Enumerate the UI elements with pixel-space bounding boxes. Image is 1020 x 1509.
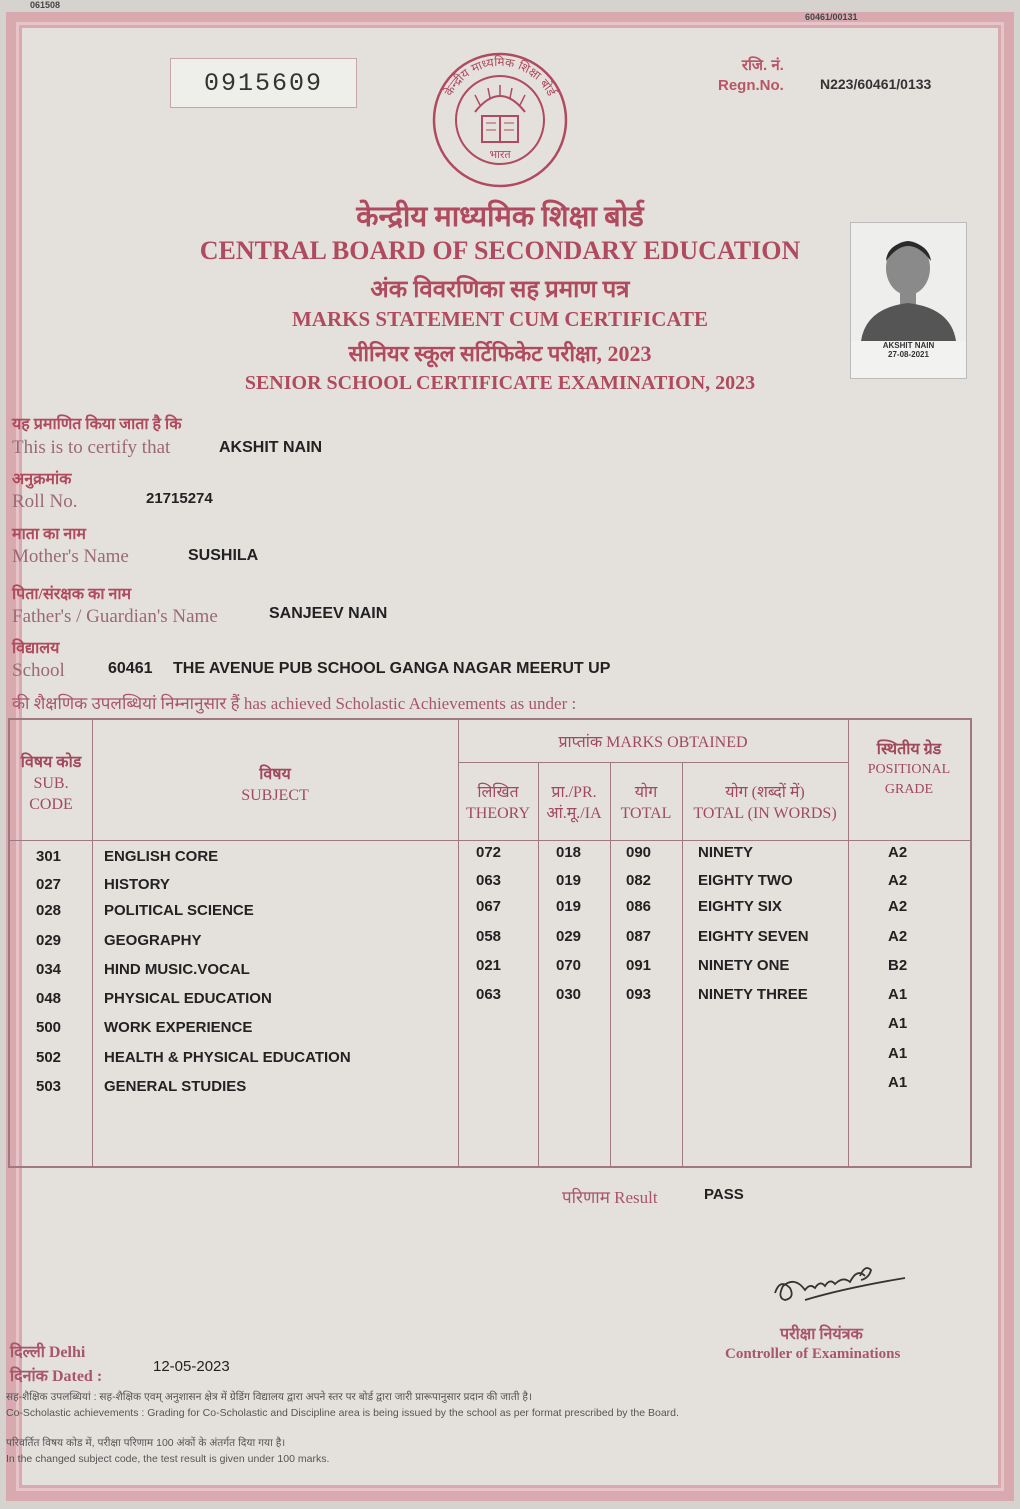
- header-theory-hi: लिखित: [477, 784, 519, 801]
- exam-title-hindi: सीनियर स्कूल सर्टिफिकेट परीक्षा, 2023: [348, 341, 652, 366]
- student-photo: [850, 222, 967, 379]
- header-subject: [92, 764, 458, 806]
- serial-top-left: 061508: [30, 0, 61, 10]
- cell-theory: 021: [476, 957, 502, 974]
- cell-grade: A1: [888, 1045, 908, 1062]
- cell-theory: 072: [476, 844, 502, 861]
- roll-number: 21715274: [146, 490, 213, 507]
- photo-caption-name: AKSHIT NAIN: [882, 341, 935, 350]
- header-pr-hi: प्रा./PR.: [551, 784, 597, 801]
- cell-code: 027: [36, 876, 62, 893]
- cell-words: EIGHTY SIX: [698, 898, 782, 915]
- mother-label-en: Mother's Name: [12, 546, 129, 567]
- cell-grade: A2: [888, 898, 908, 915]
- cell-code: 301: [36, 848, 62, 865]
- cell-words: EIGHTY TWO: [698, 872, 793, 889]
- cell-subject: WORK EXPERIENCE: [104, 1019, 253, 1036]
- cell-total: 087: [626, 928, 652, 945]
- cell-pr: 018: [556, 844, 582, 861]
- footnote-2-hi: परिवर्तित विषय कोड में, परीक्षा परिणाम 100 अंकों के अंतर्गत दिया गया है।: [6, 1437, 286, 1449]
- cell-total: 086: [626, 898, 652, 915]
- father-name: SANJEEV NAIN: [269, 605, 388, 622]
- result-label: परिणाम Result: [562, 1188, 658, 1207]
- certificate-number: 0915609: [170, 58, 357, 108]
- header-total-hi: योग: [634, 784, 658, 801]
- seal-bottom-text: भारत: [489, 148, 511, 161]
- cell-subject: HIND MUSIC.VOCAL: [104, 961, 250, 978]
- cell-grade: A1: [888, 1015, 908, 1032]
- row-divider: [458, 762, 848, 763]
- header-code-hi: विषय कोड: [20, 754, 82, 771]
- roll-label-hi: अनुक्रमांक: [12, 471, 72, 488]
- header-subject-hi: विषय: [259, 766, 291, 783]
- header-grade-en1: POSITIONAL: [867, 762, 951, 777]
- header-divider: [10, 840, 970, 841]
- footnote-1-en: Co-Scholastic achievements : Grading for Co-Scholastic and Discipline area is being issued by the school as per format prescribed by the Board.: [6, 1407, 679, 1419]
- student-name: AKSHIT NAIN: [219, 439, 323, 456]
- photo-caption-date: 27-08-2021: [888, 350, 929, 359]
- cell-subject: PHYSICAL EDUCATION: [104, 990, 272, 1007]
- header-marks-obtained: प्राप्तांक MARKS OBTAINED: [558, 734, 748, 751]
- photo-caption: [851, 341, 966, 359]
- cell-code: 029: [36, 932, 62, 949]
- controller-signature-icon: [765, 1258, 915, 1318]
- cell-theory: 067: [476, 898, 502, 915]
- cell-subject: HEALTH & PHYSICAL EDUCATION: [104, 1049, 351, 1066]
- cell-code: 502: [36, 1049, 62, 1066]
- exam-title-english: SENIOR SCHOOL CERTIFICATE EXAMINATION, 2023: [244, 372, 756, 394]
- cell-subject: POLITICAL SCIENCE: [104, 902, 254, 919]
- cell-code: 048: [36, 990, 62, 1007]
- cell-pr: 030: [556, 986, 582, 1003]
- header-subject-en: SUBJECT: [241, 787, 309, 804]
- footnote-1-hi: सह-शैक्षिक उपलब्धियां : सह-शैक्षिक एवम् अनुशासन क्षेत्र में ग्रेडिंग विद्यालय द्वारा अपने स्तर पर बोर्ड द्वारा जारी प्रारूपानुसार प्रदान की जाती है।: [6, 1391, 532, 1403]
- header-code-en1: SUB.: [33, 775, 69, 792]
- doc-title-hindi: अंक विवरणिका सह प्रमाण पत्र: [370, 277, 630, 303]
- father-label-hi: पिता/संरक्षक का नाम: [12, 586, 132, 603]
- header-practical: [538, 782, 610, 824]
- header-words-en: TOTAL (IN WORDS): [693, 805, 837, 822]
- header-theory-en: THEORY: [466, 805, 530, 822]
- seal-top-text: केन्द्रीय माध्यमिक शिक्षा बोर्ड: [441, 54, 559, 99]
- cell-words: NINETY THREE: [698, 986, 808, 1003]
- certify-label-hi: यह प्रमाणित किया जाता है कि: [12, 416, 182, 433]
- cell-total: 093: [626, 986, 652, 1003]
- cell-pr: 029: [556, 928, 582, 945]
- footnote-2-en: In the changed subject code, the test result is given under 100 marks.: [6, 1453, 330, 1465]
- cell-total: 082: [626, 872, 652, 889]
- serial-top-right: 60461/00131: [805, 12, 858, 22]
- header-theory: [458, 782, 538, 824]
- doc-title-english: MARKS STATEMENT CUM CERTIFICATE: [291, 307, 708, 331]
- regn-label-hi: रजि. नं.: [741, 57, 784, 74]
- cell-code: 034: [36, 961, 62, 978]
- cell-grade: A1: [888, 1074, 908, 1091]
- achievements-statement: की शैक्षणिक उपलब्धियां निम्नानुसार हैं has achieved Scholastic Achievements as under :: [12, 694, 577, 713]
- cell-code: 503: [36, 1078, 62, 1095]
- board-name-english: CENTRAL BOARD OF SECONDARY EDUCATION: [199, 236, 801, 265]
- cell-subject: ENGLISH CORE: [104, 848, 219, 865]
- cell-subject: GEOGRAPHY: [104, 932, 202, 949]
- cell-pr: 070: [556, 957, 582, 974]
- cell-pr: 019: [556, 898, 582, 915]
- cell-grade: A2: [888, 872, 908, 889]
- marks-table: [8, 718, 972, 1168]
- father-label-en: Father's / Guardian's Name: [12, 606, 218, 627]
- result-value: PASS: [704, 1186, 744, 1203]
- cell-grade: B2: [888, 957, 908, 974]
- cell-grade: A2: [888, 928, 908, 945]
- cell-code: 500: [36, 1019, 62, 1036]
- place-label: दिल्ली Delhi: [10, 1344, 86, 1361]
- header-total-words: [682, 782, 848, 824]
- cell-grade: A2: [888, 844, 908, 861]
- cell-theory: 063: [476, 986, 502, 1003]
- school-label-en: School: [12, 660, 65, 681]
- cell-total: 090: [626, 844, 652, 861]
- regn-label-en: Regn.No.: [718, 77, 784, 94]
- cell-pr: 019: [556, 872, 582, 889]
- student-portrait-icon: [851, 223, 966, 341]
- cell-theory: 058: [476, 928, 502, 945]
- certify-label-en: This is to certify that: [12, 437, 171, 458]
- cell-theory: 063: [476, 872, 502, 889]
- mother-label-hi: माता का नाम: [12, 526, 87, 543]
- cell-words: NINETY: [698, 844, 754, 861]
- header-pr-en: आं.मू./IA: [546, 805, 602, 822]
- cbse-seal-icon: [430, 50, 570, 190]
- issue-date: 12-05-2023: [153, 1358, 230, 1375]
- header-grade: [848, 740, 970, 800]
- cell-total: 091: [626, 957, 652, 974]
- cell-words: EIGHTY SEVEN: [698, 928, 809, 945]
- controller-label-en: Controller of Examinations: [725, 1346, 901, 1362]
- header-total-en: TOTAL: [620, 805, 672, 822]
- header-sub-code: [10, 752, 92, 815]
- cell-subject: GENERAL STUDIES: [104, 1078, 247, 1095]
- header-code-en2: CODE: [29, 796, 73, 813]
- dated-label: दिनांक Dated :: [10, 1368, 103, 1385]
- school-name: THE AVENUE PUB SCHOOL GANGA NAGAR MEERUT UP: [173, 660, 611, 677]
- header-words-hi: योग (शब्दों में): [725, 784, 805, 801]
- controller-label-hi: परीक्षा नियंत्रक: [780, 1326, 863, 1343]
- cell-grade: A1: [888, 986, 908, 1003]
- school-code: 60461: [108, 660, 153, 677]
- cell-code: 028: [36, 902, 62, 919]
- regn-number: N223/60461/0133: [820, 76, 932, 92]
- board-name-hindi: केन्द्रीय माध्यमिक शिक्षा बोर्ड: [356, 201, 644, 233]
- header-grade-en2: GRADE: [884, 782, 934, 797]
- cell-subject: HISTORY: [104, 876, 170, 893]
- regn-label: [718, 56, 784, 96]
- school-label-hi: विद्यालय: [12, 640, 60, 657]
- roll-label-en: Roll No.: [12, 491, 78, 512]
- cell-words: NINETY ONE: [698, 957, 790, 974]
- header-total: [610, 782, 682, 824]
- mother-name: SUSHILA: [188, 547, 259, 564]
- header-grade-hi: स्थितीय ग्रेड: [876, 741, 942, 758]
